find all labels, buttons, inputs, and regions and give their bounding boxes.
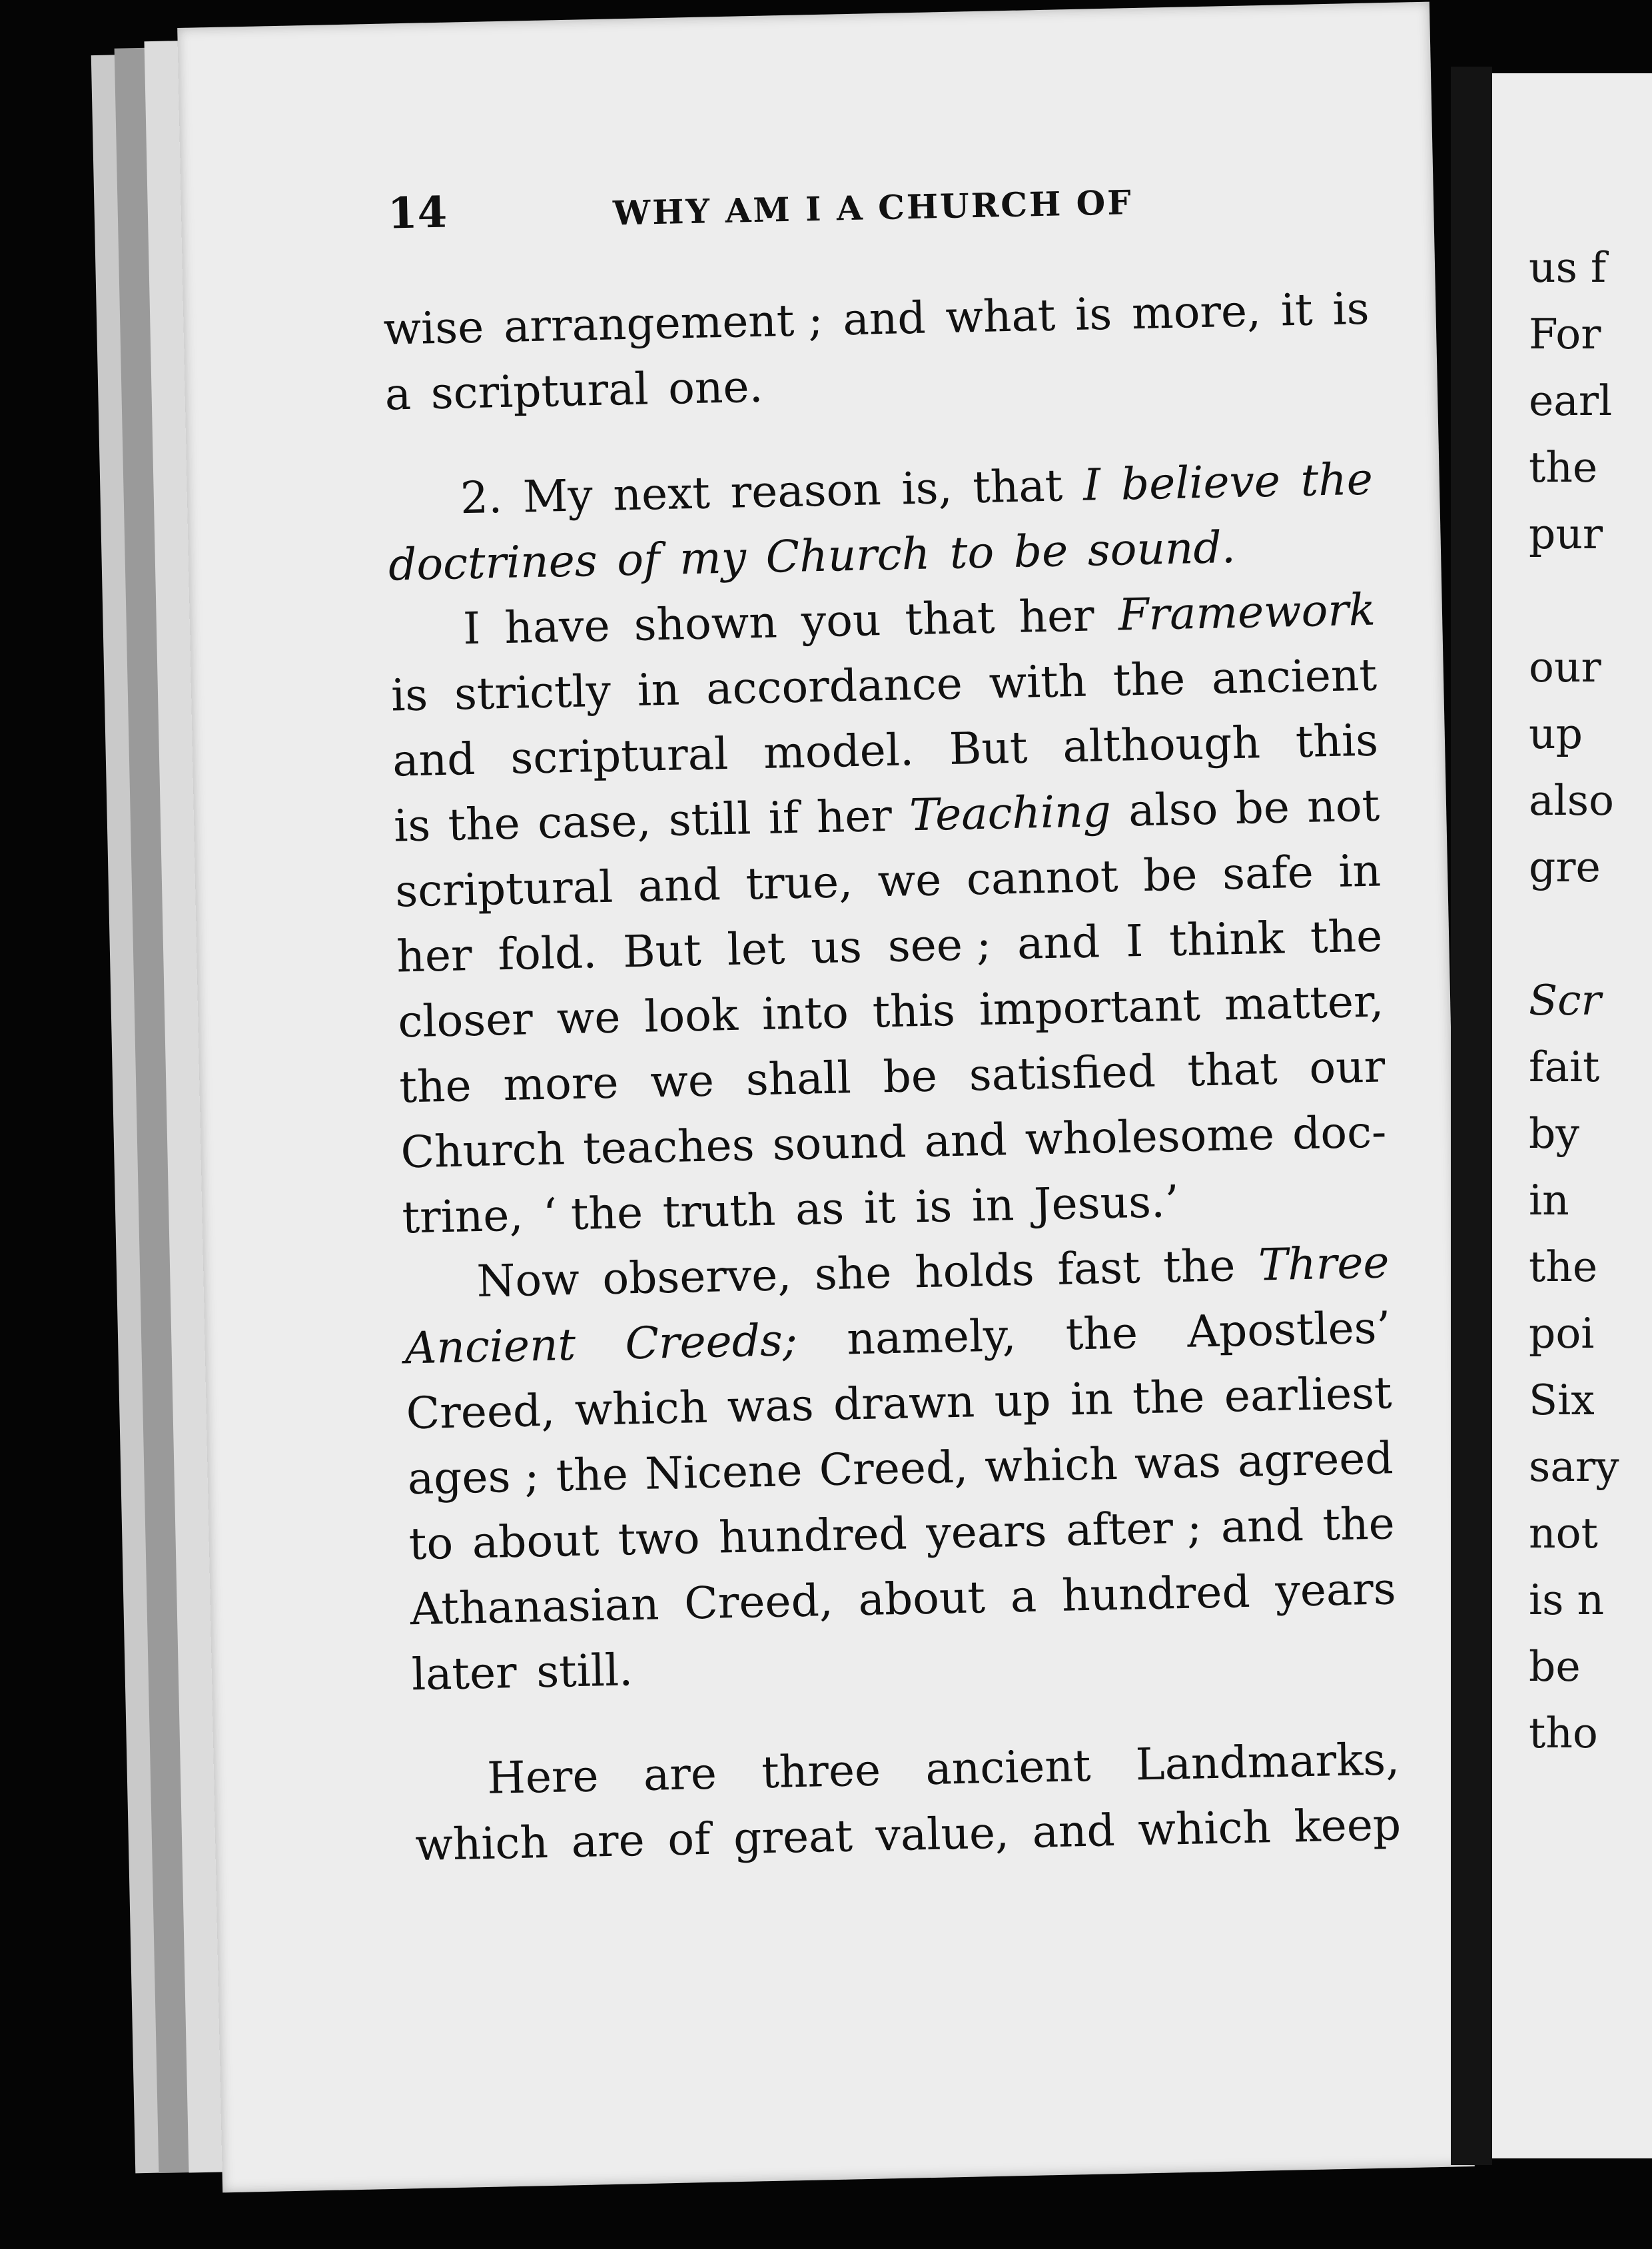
word: that xyxy=(972,460,1063,514)
word: is, xyxy=(901,462,953,515)
word: agreed xyxy=(1237,1432,1394,1488)
word: in xyxy=(971,1179,1015,1232)
word: is xyxy=(390,669,429,721)
word: and xyxy=(1031,1805,1116,1858)
word: was xyxy=(727,1379,815,1433)
facing-page-line: sary xyxy=(1529,1442,1619,1491)
word: a xyxy=(1009,1570,1037,1623)
word: is xyxy=(1332,282,1370,335)
word: still. xyxy=(536,1644,633,1698)
word: reason xyxy=(729,464,882,518)
word: more, xyxy=(1131,285,1262,340)
word: our xyxy=(1308,1041,1386,1094)
word: accordance xyxy=(705,658,963,715)
running-title: WHY AM I A CHURCH OF xyxy=(612,183,1134,233)
word: is xyxy=(1074,288,1112,340)
word: Church xyxy=(765,528,931,583)
word: is xyxy=(915,1180,953,1233)
word: satisfied xyxy=(968,1045,1156,1101)
word: sound. xyxy=(1086,521,1236,576)
word: in xyxy=(636,664,681,716)
word: up xyxy=(993,1374,1052,1427)
word: we xyxy=(649,1055,715,1108)
word: Framework xyxy=(1117,584,1376,641)
word: the xyxy=(1310,910,1383,963)
word: about xyxy=(857,1572,986,1626)
word: Church xyxy=(400,1123,566,1178)
word: wholesome xyxy=(1025,1108,1275,1165)
word: are xyxy=(643,1747,717,1801)
facing-page-line: our xyxy=(1529,643,1601,691)
word: are xyxy=(570,1814,645,1868)
word: Teaching xyxy=(909,785,1112,841)
body-text xyxy=(383,276,1402,1878)
word: her xyxy=(815,789,893,843)
word: the xyxy=(1322,1498,1396,1551)
word: ages ; xyxy=(407,1450,540,1505)
facing-page-line: Scr xyxy=(1529,976,1601,1025)
word: My xyxy=(522,470,594,523)
page-number: 14 xyxy=(387,187,448,239)
word: doc- xyxy=(1292,1106,1388,1160)
word: great xyxy=(733,1810,853,1865)
word: Athanasian xyxy=(410,1578,660,1635)
word: more xyxy=(502,1057,620,1111)
word: fast xyxy=(1056,1242,1141,1295)
word: also xyxy=(1128,783,1219,837)
word: Apostles’ xyxy=(1186,1302,1392,1358)
word: this xyxy=(871,984,956,1038)
word: three xyxy=(761,1744,881,1799)
word: my xyxy=(679,532,747,585)
word: ancient xyxy=(925,1739,1092,1795)
word: think xyxy=(1168,912,1285,967)
word: Landmarks, xyxy=(1135,1733,1400,1791)
word: trine, xyxy=(401,1189,524,1244)
word: fold. xyxy=(497,927,598,981)
facing-page-line: tho xyxy=(1529,1709,1598,1757)
facing-page-line: in xyxy=(1529,1176,1569,1224)
word: case, xyxy=(537,795,652,849)
word: holds xyxy=(914,1244,1035,1298)
word: of xyxy=(667,1813,711,1866)
word: the xyxy=(1300,453,1374,506)
facing-page-line: not xyxy=(1529,1509,1598,1558)
word: keep xyxy=(1293,1799,1402,1853)
word: it xyxy=(1280,284,1314,336)
word: ‘ the xyxy=(542,1186,643,1240)
facing-page-line: is n xyxy=(1529,1575,1605,1624)
word: still xyxy=(667,793,752,846)
word: and xyxy=(1220,1500,1304,1553)
word: this xyxy=(1295,714,1379,768)
facing-page-line: Six xyxy=(1529,1376,1595,1424)
word: Now xyxy=(476,1253,580,1308)
facing-page-line: by xyxy=(1529,1109,1579,1158)
word: a xyxy=(384,368,412,420)
running-head xyxy=(387,168,1387,242)
word: the xyxy=(1132,1371,1206,1424)
word: in xyxy=(1070,1373,1114,1426)
word: you xyxy=(801,594,882,648)
word: to xyxy=(949,526,995,579)
word: let xyxy=(726,923,786,976)
word: Ancient xyxy=(404,1318,576,1374)
word: I xyxy=(462,602,482,655)
word: which xyxy=(984,1438,1118,1493)
word: if xyxy=(767,791,800,844)
word: truth xyxy=(661,1184,777,1238)
word: her xyxy=(1018,590,1095,643)
facing-page-line: For xyxy=(1529,310,1601,358)
word: arrangement ; xyxy=(503,294,824,352)
word: namely, xyxy=(846,1310,1017,1365)
word: we xyxy=(556,991,621,1045)
word: But xyxy=(949,721,1029,775)
word: cannot xyxy=(966,850,1119,905)
word: closer xyxy=(397,993,534,1048)
word: after ; xyxy=(1065,1502,1202,1556)
word: But xyxy=(622,924,702,978)
facing-page-line: us f xyxy=(1529,243,1607,292)
word: in xyxy=(1338,845,1382,897)
word: I xyxy=(1125,915,1144,967)
word: next xyxy=(612,467,711,521)
word: Creeds; xyxy=(624,1314,798,1370)
facing-page-line: also xyxy=(1529,776,1614,825)
word: of xyxy=(616,534,661,586)
word: Nicene xyxy=(644,1444,803,1500)
facing-page-line: earl xyxy=(1529,376,1613,425)
word: the xyxy=(447,797,521,851)
word: years xyxy=(925,1505,1048,1559)
word: be xyxy=(882,1050,938,1103)
word: Here xyxy=(486,1750,600,1804)
word: true, xyxy=(745,856,853,910)
word: be xyxy=(1142,849,1198,901)
word: with xyxy=(988,655,1088,709)
word: into xyxy=(761,987,849,1040)
word: hundred xyxy=(1061,1566,1251,1621)
word: she xyxy=(814,1247,893,1300)
word: believe xyxy=(1120,455,1281,510)
word: Creed, xyxy=(818,1441,969,1496)
word: Jesus.’ xyxy=(1033,1175,1180,1230)
word: hundred xyxy=(718,1508,908,1564)
word: scriptural xyxy=(510,727,729,784)
word: doctrines xyxy=(388,535,598,591)
word: which xyxy=(574,1381,709,1436)
word: be xyxy=(1013,525,1068,578)
word: Creed, xyxy=(683,1574,834,1629)
word: the xyxy=(1162,1240,1236,1293)
word: which xyxy=(414,1816,549,1871)
word: about xyxy=(471,1514,600,1569)
word: and xyxy=(842,292,927,346)
facing-page-line: gre xyxy=(1529,843,1601,891)
word: Creed, xyxy=(405,1384,556,1440)
word: scriptural xyxy=(430,363,649,420)
facing-page-line: be xyxy=(1529,1642,1581,1691)
word: 2. xyxy=(460,471,503,524)
word: scriptural xyxy=(394,861,614,917)
word: look xyxy=(643,989,739,1043)
facing-page-line: the xyxy=(1529,1242,1598,1291)
word: her xyxy=(396,929,473,983)
word: was xyxy=(1134,1436,1222,1490)
word: be xyxy=(1234,781,1290,835)
word: have xyxy=(504,600,611,654)
word: matter, xyxy=(1224,975,1384,1031)
word: it xyxy=(863,1181,897,1234)
word: teaches xyxy=(582,1119,755,1174)
word: ancient xyxy=(1211,649,1378,704)
word: safe xyxy=(1222,846,1314,900)
word: shall xyxy=(745,1052,852,1106)
word: Three xyxy=(1258,1236,1390,1291)
word: is xyxy=(393,799,432,852)
word: wise xyxy=(382,301,485,355)
word: value, xyxy=(875,1807,1010,1861)
facing-page-fragment xyxy=(1492,73,1652,2158)
word: which xyxy=(1137,1801,1272,1856)
word: earliest xyxy=(1224,1367,1393,1422)
word: see ; xyxy=(887,918,992,972)
word: and xyxy=(1017,916,1100,969)
word: the xyxy=(1112,653,1186,706)
word: one. xyxy=(667,360,764,414)
word: observe, xyxy=(602,1249,792,1305)
facing-page-line: fait xyxy=(1529,1043,1600,1091)
word: us xyxy=(810,921,863,974)
word: the xyxy=(398,1060,472,1113)
word: and xyxy=(923,1114,1008,1167)
page-content xyxy=(177,2,1475,2193)
word: shown xyxy=(633,596,778,651)
word: two xyxy=(617,1512,701,1566)
word: the xyxy=(1065,1307,1138,1360)
word: we xyxy=(877,854,943,907)
word: that xyxy=(904,592,996,646)
word: as xyxy=(795,1182,845,1235)
facing-page-line: the xyxy=(1529,443,1598,492)
word: later xyxy=(411,1646,518,1701)
word: years xyxy=(1274,1563,1397,1617)
word: sound xyxy=(771,1116,907,1170)
word: I xyxy=(1082,459,1101,511)
facing-page-line: poi xyxy=(1529,1309,1595,1358)
word: although xyxy=(1062,717,1261,773)
facing-page-line: pur xyxy=(1529,510,1603,558)
word: what xyxy=(945,289,1056,343)
word: the xyxy=(555,1448,629,1502)
facing-page-line: up xyxy=(1529,709,1583,758)
word: and xyxy=(637,859,721,912)
word: drawn xyxy=(833,1376,975,1430)
word: strictly xyxy=(454,665,612,720)
word: model. xyxy=(763,724,915,779)
word: important xyxy=(978,979,1201,1036)
word: that xyxy=(1186,1043,1278,1097)
word: not xyxy=(1306,779,1380,833)
word: and xyxy=(392,733,476,787)
word: to xyxy=(408,1517,454,1570)
